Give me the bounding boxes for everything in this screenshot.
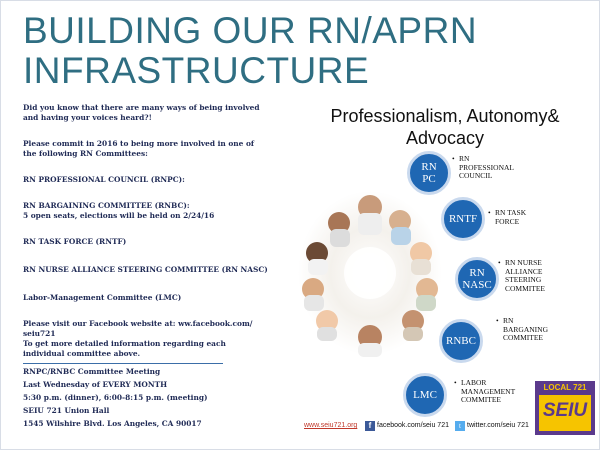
facebook-paragraph: Please visit our Facebook website at: ww.facebook.com/ seiu721 To get more detailed information regarding each individual committee above. — [23, 319, 253, 358]
subtitle: Professionalism, Autonomy& Advocacy — [330, 106, 560, 148]
facebook-icon: f — [365, 421, 375, 431]
meeting-address: 1545 Wilshire Blvd. Los Angeles, CA 90017 — [23, 419, 202, 428]
facebook-link[interactable]: facebook.com/seiu 721 — [377, 422, 449, 429]
label-rnbc: • RN BARGANING COMMITEE — [496, 316, 548, 343]
node-rn-nasc: RN NASC — [455, 257, 499, 301]
meeting-time: 5:30 p.m. (dinner), 6:00-8:15 p.m. (meeting) — [23, 393, 208, 402]
slide-title — [23, 11, 583, 91]
twitter-link[interactable]: twitter.com/seiu 721 — [467, 422, 529, 429]
rnbc-paragraph: RN BARGAINING COMMITTEE (RNBC): 5 open seats, elections will be held on 2/24/16 — [23, 201, 215, 220]
people-circle-photo — [295, 181, 445, 361]
meeting-when: Last Wednesday of EVERY MONTH — [23, 380, 168, 389]
label-rn-pc: • RN PROFESSIONAL COUNCIL — [452, 154, 515, 181]
label-rntf: • RN TASK FORCE — [488, 208, 527, 226]
rnpc-heading: RN PROFESSIONAL COUNCIL (RNPC): — [23, 175, 185, 184]
commit-paragraph: Please commit in 2016 to being more involved in one of the following RN Committees: — [23, 139, 255, 158]
intro-paragraph: Did you know that there are many ways of being involved and having your voices heard?! — [23, 103, 260, 122]
node-rnbc: RNBC — [439, 319, 483, 363]
node-lmc: LMC — [403, 373, 447, 417]
node-rntf: RNTF — [441, 197, 485, 241]
seiu-local-721-logo: LOCAL 721 SEIU — [535, 381, 595, 435]
twitter-icon: t — [455, 421, 465, 431]
title-line-2: INFRASTRUCTURE — [23, 50, 370, 91]
label-rn-nasc: • RN NURSE ALLIANCE STEERING COMMITEE — [498, 258, 545, 293]
rnnasc-heading: RN NURSE ALLIANCE STEERING COMMITTEE (RN NASC) — [23, 265, 268, 274]
lmc-heading: Labor-Management Committee (LMC) — [23, 293, 182, 302]
meeting-title: RNPC/RNBC Committee Meeting — [23, 367, 161, 376]
divider-line — [23, 363, 223, 364]
meeting-info — [23, 367, 291, 429]
meeting-place: SEIU 721 Union Hall — [23, 406, 110, 415]
title-line-1: BUILDING OUR RN/APRN — [23, 10, 478, 51]
rntf-heading: RN TASK FORCE (RNTF) — [23, 237, 127, 246]
website-link[interactable]: www.seiu721.org — [304, 422, 358, 429]
node-rn-pc: RN PC — [407, 151, 451, 195]
label-lmc: • LABOR MANAGEMENT COMMITEE — [454, 378, 516, 405]
